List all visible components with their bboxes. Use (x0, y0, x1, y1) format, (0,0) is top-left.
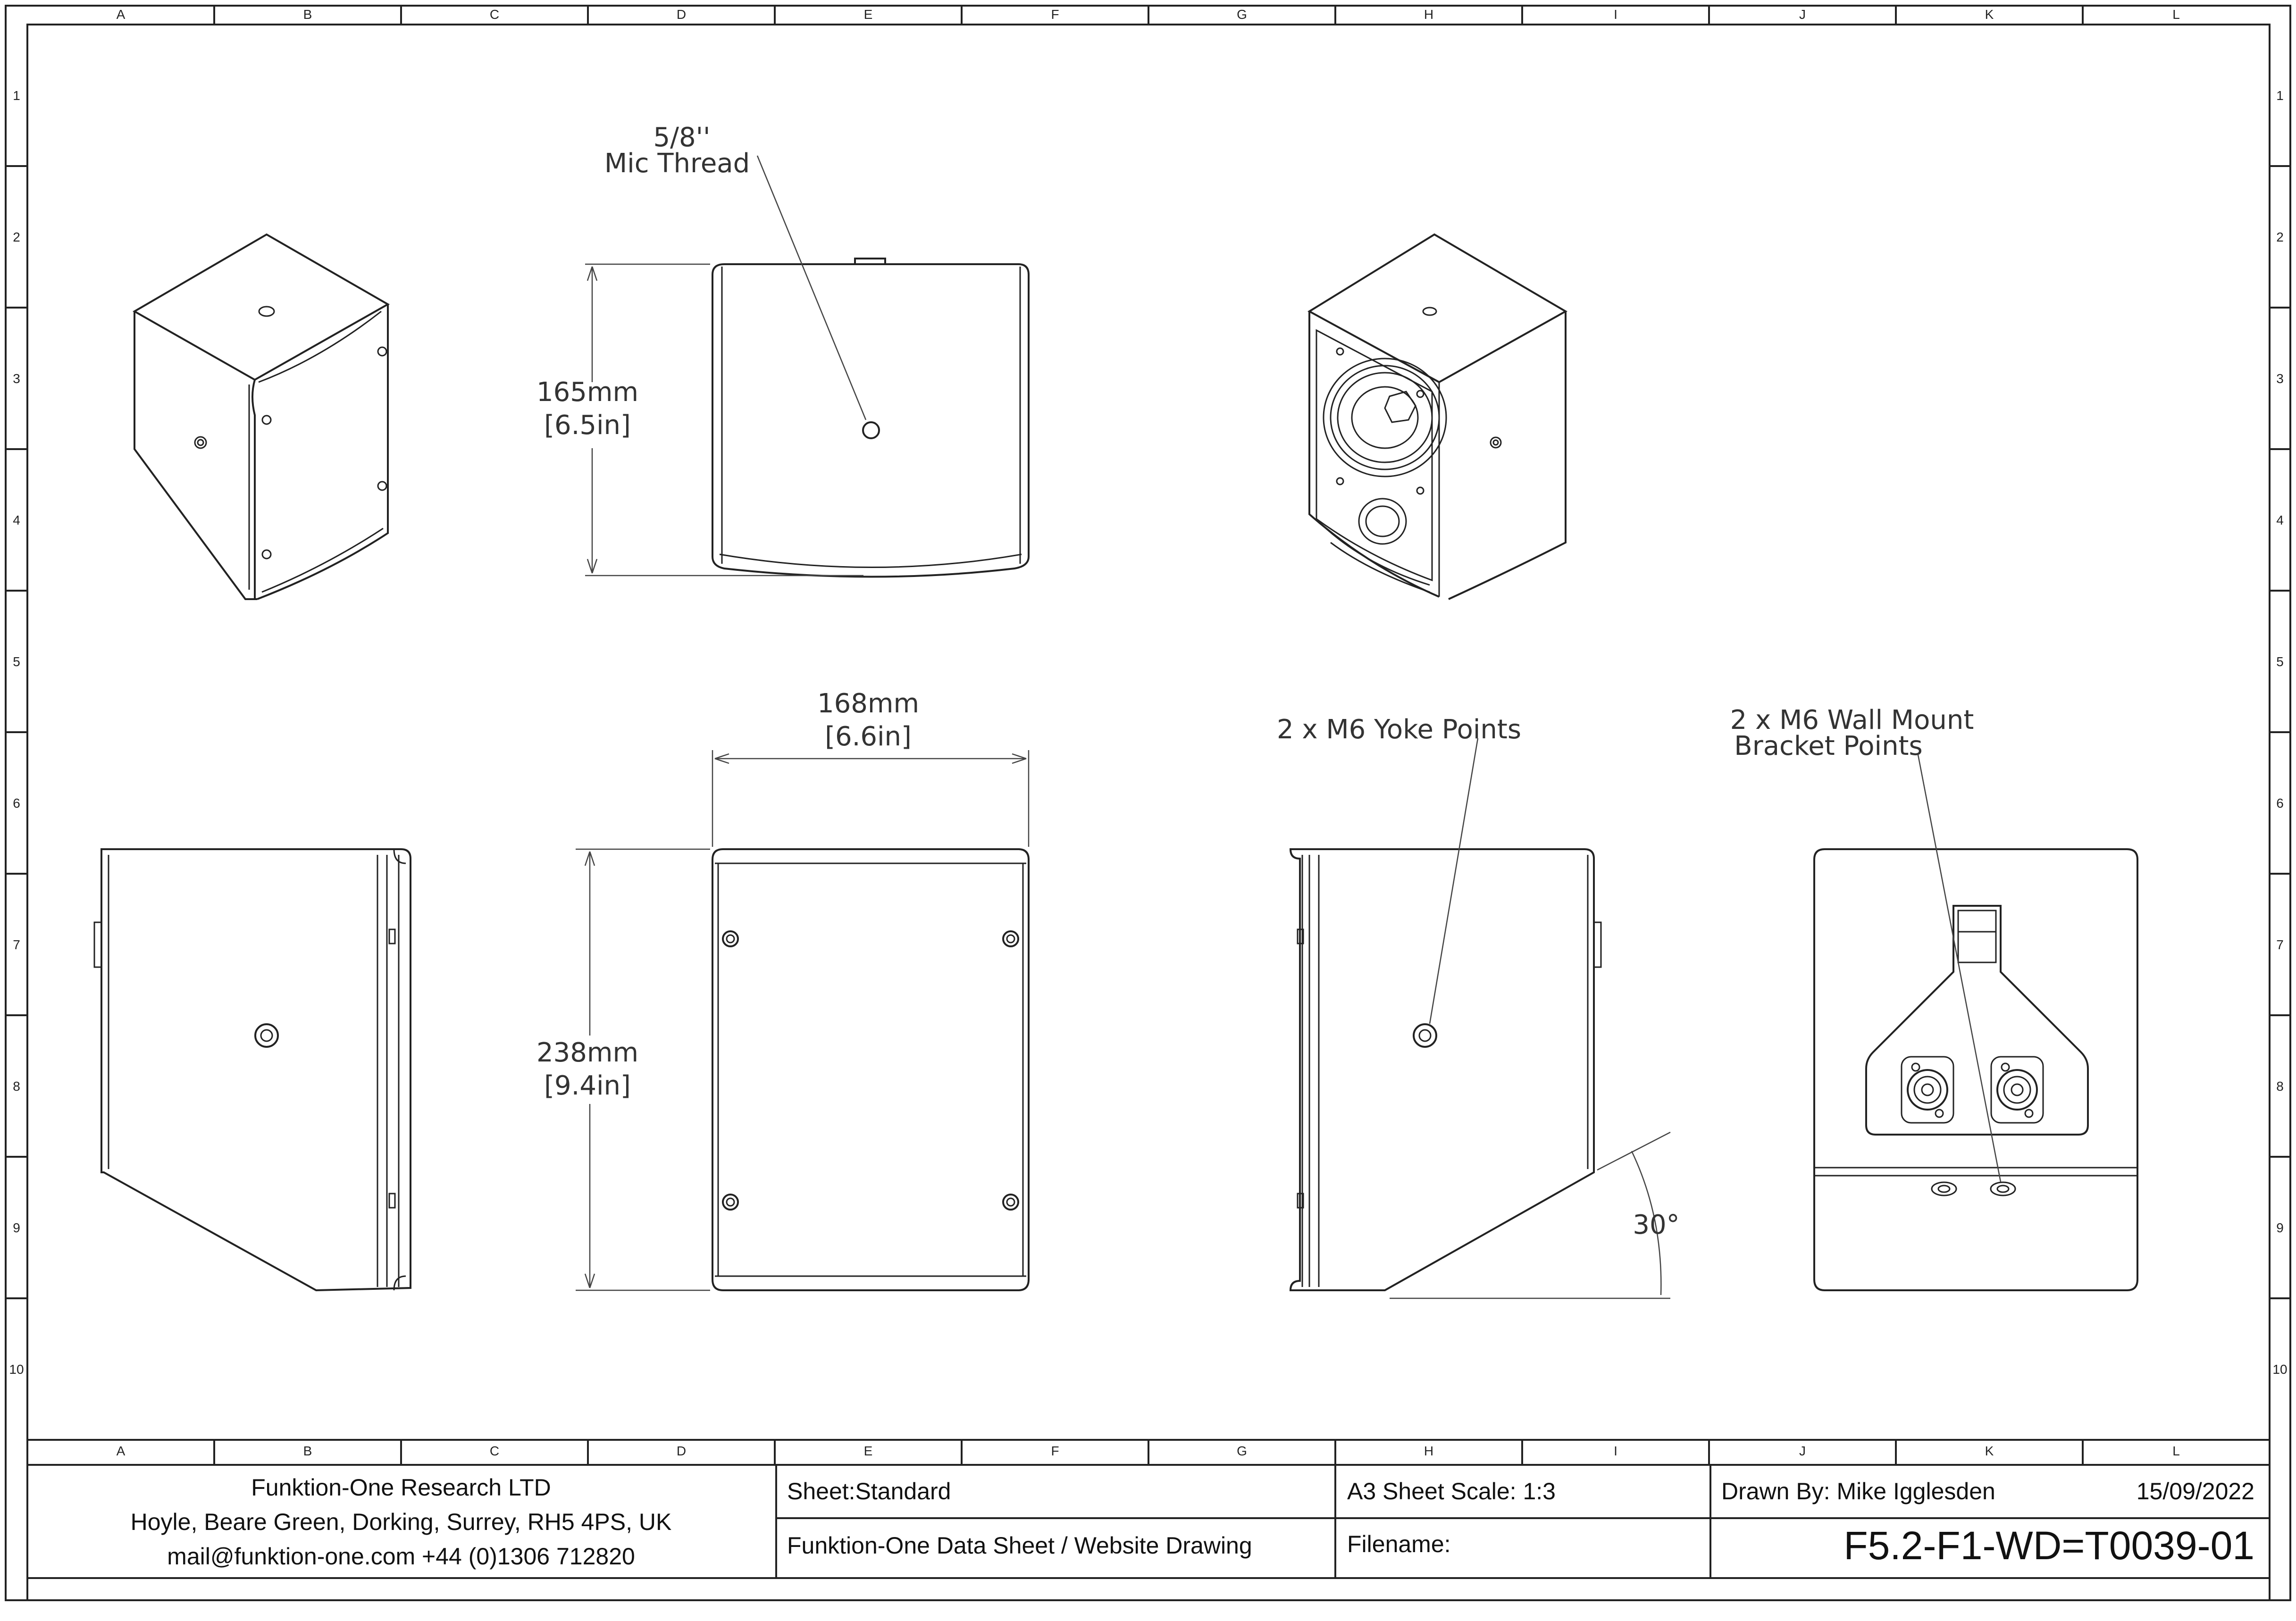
wall-mount-label-line2: Bracket Points (1734, 731, 1923, 761)
grid-col-label-bottom: J (1799, 1444, 1806, 1458)
title-block (27, 1465, 2270, 1578)
depth-mm-label: 238mm (536, 1037, 638, 1068)
grid-row-label-right: 3 (2276, 371, 2284, 386)
rear-view (1730, 705, 2137, 1290)
grid-row-label-right: 8 (2276, 1079, 2284, 1094)
grid-row-label-right: 1 (2276, 88, 2284, 103)
outer-border (6, 6, 2290, 1600)
grid-row-label-left: 1 (13, 88, 20, 103)
grid-col-label-top: D (676, 7, 687, 22)
grid-col-label-bottom: E (863, 1444, 873, 1458)
grid-row-label-left: 7 (13, 937, 20, 952)
grid-col-label-top: H (1424, 7, 1434, 22)
sheet-type: Sheet:Standard (787, 1478, 951, 1504)
iso-view-front (1309, 234, 1566, 599)
grid-row-label-left: 8 (13, 1079, 20, 1094)
grid-row-label-left: 6 (13, 796, 20, 810)
sheet-scale: A3 Sheet Scale: 1:3 (1347, 1478, 1556, 1504)
drawing-number: F5.2-F1-WD=T0039-01 (1844, 1523, 2254, 1568)
grid-row-label-left: 2 (13, 230, 20, 244)
side-view-right (1277, 714, 1680, 1298)
grid-row-label-right: 9 (2276, 1220, 2284, 1235)
grid-col-label-top: K (1985, 7, 1994, 22)
grid-row-label-right: 10 (2272, 1362, 2288, 1377)
grid-col-label-top: I (1614, 7, 1617, 22)
grid-col-label-bottom: F (1051, 1444, 1059, 1458)
grid-col-label-top: A (116, 7, 126, 22)
grid-col-label-top: B (303, 7, 312, 22)
mic-thread-label: Mic Thread (604, 148, 750, 179)
grid-col-label-top: G (1237, 7, 1247, 22)
company-address: Hoyle, Beare Green, Dorking, Surrey, RH5 4PS, UK (130, 1509, 672, 1535)
height-in-label: [6.5in] (544, 410, 631, 441)
company-name: Funktion-One Research LTD (251, 1474, 551, 1501)
drawing-date: 15/09/2022 (2136, 1478, 2254, 1504)
yoke-points-label: 2 x M6 Yoke Points (1276, 714, 1522, 745)
mic-thread-size-label: 5/8'' (653, 122, 711, 153)
grid-col-label-top: C (489, 7, 500, 22)
grid-row-label-right: 6 (2276, 796, 2284, 810)
grid-col-label-top: F (1051, 7, 1059, 22)
grid-row-label-right: 5 (2276, 654, 2284, 669)
grid-col-label-bottom: B (303, 1444, 312, 1458)
width-in-label: [6.6in] (825, 721, 912, 752)
front-view (536, 688, 1029, 1290)
drawn-by: Drawn By: Mike Igglesden (1721, 1478, 1995, 1504)
grid-col-label-top: E (863, 7, 873, 22)
grid-row-label-left: 9 (13, 1220, 20, 1235)
grid-row-label-right: 7 (2276, 937, 2284, 952)
side-view-left (94, 849, 411, 1290)
grid-row-label-right: 2 (2276, 230, 2284, 244)
grid-col-label-bottom: G (1237, 1444, 1247, 1458)
grid-row-label-right: 4 (2276, 513, 2284, 527)
grid-row-label-left: 10 (9, 1362, 24, 1377)
grid-col-label-top: J (1799, 7, 1806, 22)
grid-row-label-left: 4 (13, 513, 20, 527)
grid-col-label-bottom: L (2172, 1444, 2180, 1458)
height-mm-label: 165mm (536, 377, 638, 408)
grid-col-label-bottom: D (676, 1444, 687, 1458)
grid-col-label-bottom: H (1424, 1444, 1434, 1458)
grid-row-label-left: 3 (13, 371, 20, 386)
grid-col-label-bottom: I (1614, 1444, 1617, 1458)
grid-col-label-bottom: C (489, 1444, 500, 1458)
grid-col-label-top: L (2172, 7, 2180, 22)
company-contact: mail@funktion-one.com +44 (0)1306 712820 (167, 1543, 635, 1570)
depth-in-label: [9.4in] (544, 1070, 631, 1101)
iso-view-rear (134, 234, 388, 599)
wall-mount-label-line1: 2 x M6 Wall Mount (1730, 705, 1974, 735)
grid-col-label-bottom: K (1985, 1444, 1994, 1458)
grid-col-label-bottom: A (116, 1444, 126, 1458)
width-mm-label: 168mm (817, 688, 919, 719)
filename-label: Filename: (1347, 1531, 1451, 1557)
top-view (536, 122, 1029, 577)
angle-label: 30° (1633, 1210, 1680, 1240)
grid-row-label-left: 5 (13, 654, 20, 669)
drawing-description: Funktion-One Data Sheet / Website Drawing (787, 1532, 1252, 1559)
